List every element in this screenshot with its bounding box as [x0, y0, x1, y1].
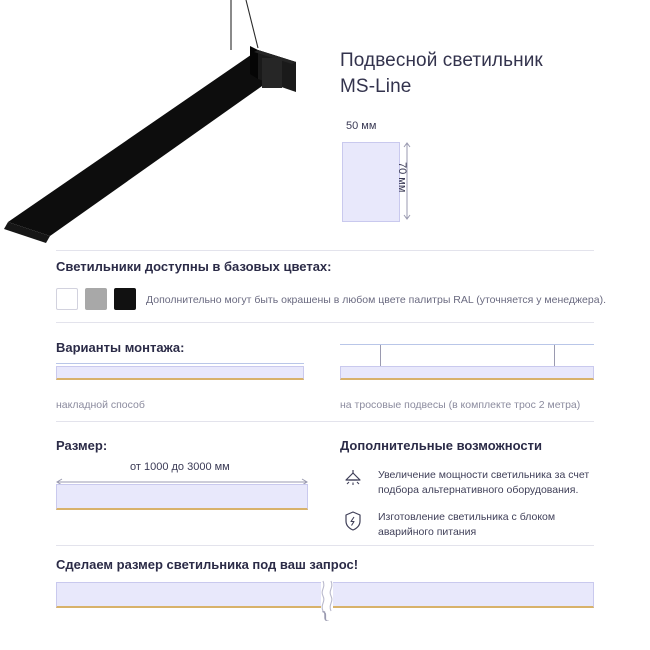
mounting-heading: Варианты монтажа:	[56, 340, 185, 355]
hero-section	[0, 0, 650, 250]
shield-icon	[340, 508, 366, 534]
cable-mount-fixture	[340, 366, 594, 380]
colors-note: Дополнительно могут быть окрашены в любом цвете палитры RAL (уточняется у менеджера).	[146, 294, 606, 306]
product-title-line-1: Подвесной светильник	[340, 50, 543, 71]
feature-text-2: Изготовление светильника с блоком аварийного питания	[378, 511, 556, 538]
suspension-cable-left	[380, 345, 381, 367]
suspension-cable-right	[554, 345, 555, 367]
divider-1	[56, 250, 594, 251]
bar-break-indicator	[312, 580, 342, 612]
size-fixture-bar	[56, 484, 308, 510]
divider-4	[56, 545, 594, 546]
page-title	[340, 48, 543, 100]
divider-3	[56, 421, 594, 422]
surface-mount-caption: накладной способ	[56, 399, 145, 411]
colors-heading: Светильники доступны в базовых цветах:	[56, 259, 332, 274]
color-swatch-gray[interactable]	[85, 288, 107, 310]
features-heading: Дополнительные возможности	[340, 438, 542, 453]
color-swatch-black[interactable]	[114, 288, 136, 310]
feature-text-1: Увеличение мощности светильника за счет подбора альтернативного оборудования.	[378, 469, 590, 496]
surface-ceiling-line	[56, 363, 304, 364]
section-profile-shape	[342, 142, 400, 222]
product-title-line-2: MS-Line	[340, 76, 412, 97]
size-heading: Размер:	[56, 438, 108, 453]
section-width-label: 50 мм	[346, 120, 377, 132]
surface-mount-fixture	[56, 366, 304, 380]
product-illustration	[0, 0, 330, 250]
cable-ceiling-line	[340, 344, 594, 345]
divider-2	[56, 322, 594, 323]
cable-mount-caption: на тросовые подвесы (в комплекте трос 2 метра)	[340, 399, 581, 411]
section-height-label: 70 мм	[396, 162, 408, 193]
custom-size-heading: Сделаем размер светильника под ваш запрос!	[56, 557, 359, 572]
color-swatch-white[interactable]	[56, 288, 78, 310]
lamp-power-icon	[340, 466, 366, 492]
size-range-label: от 1000 до 3000 мм	[130, 461, 230, 473]
cross-section-diagram	[340, 120, 470, 240]
